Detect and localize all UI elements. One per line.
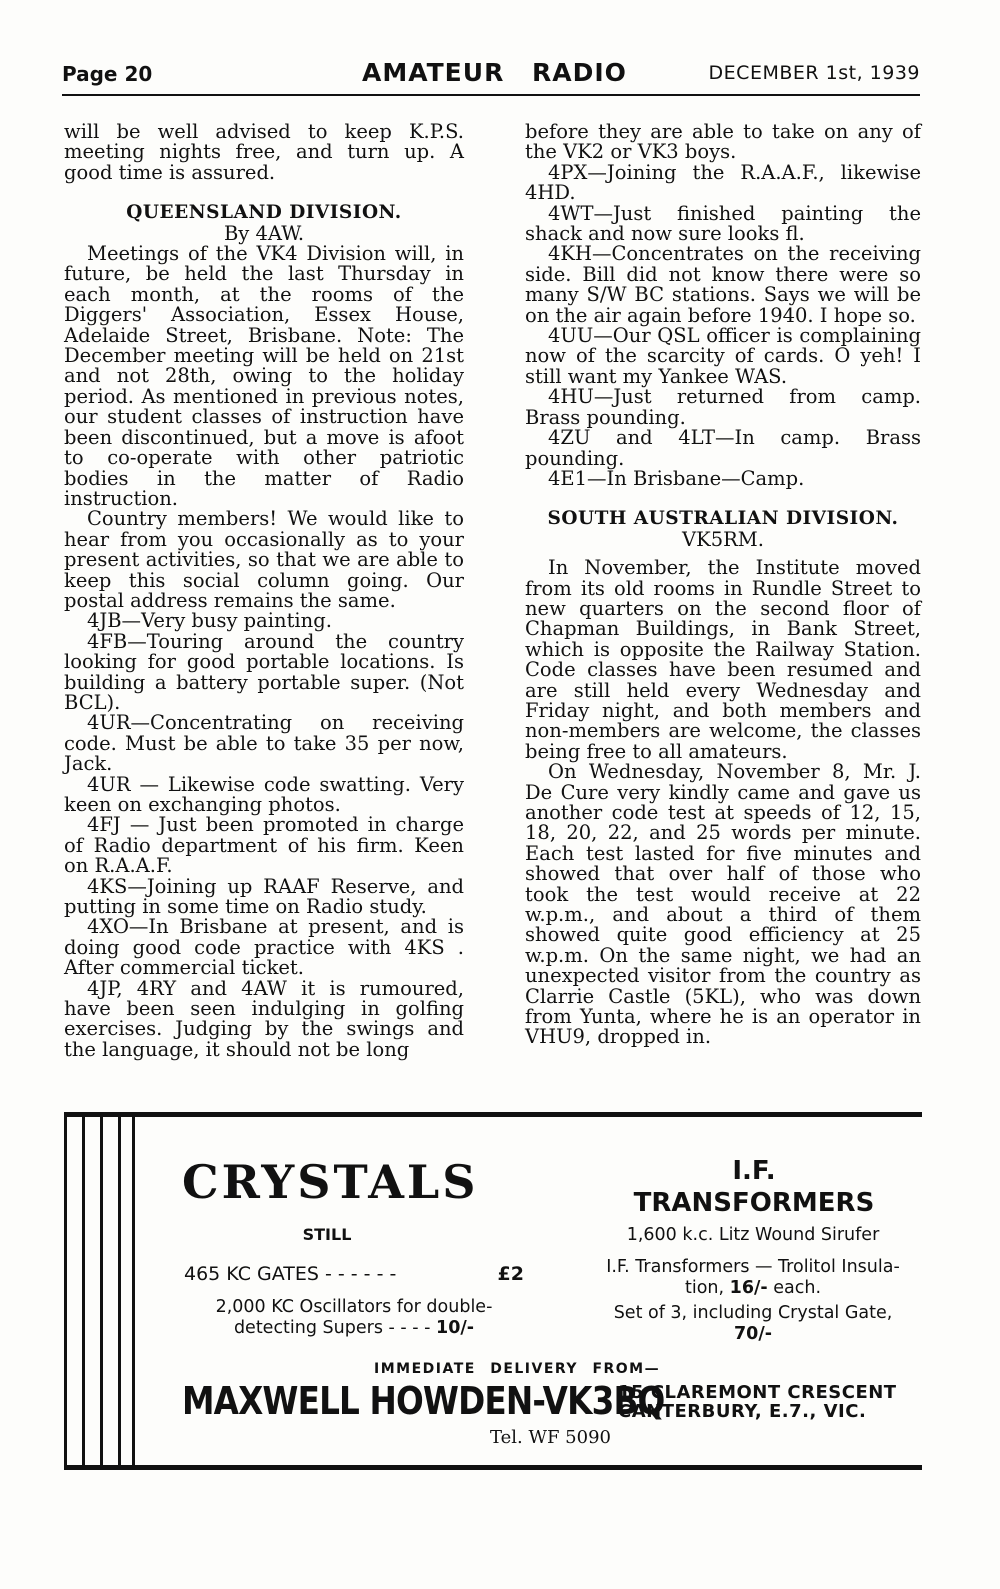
publication-title: AMATEUR RADIO	[362, 58, 627, 87]
dealer-name: MAXWELL HOWDEN-VK3BQ	[182, 1379, 665, 1423]
right-column	[525, 122, 921, 1048]
address-line-2: CANTERBURY, E.7., VIC.	[618, 1401, 867, 1422]
gates-label: 465 KC GATES - - - - - -	[184, 1263, 397, 1285]
if-title-line-2: TRANSFORMERS	[633, 1188, 875, 1218]
address-line-1: 15 CLAREMONT CRESCENT	[618, 1382, 897, 1403]
queensland-heading: QUEENSLAND DIVISION.	[126, 202, 402, 224]
if-line-2c: each.	[773, 1278, 822, 1298]
page-number: Page 20	[62, 62, 153, 86]
queensland-byline: By 4AW.	[223, 221, 305, 245]
paragraph: Country members! We would like to hear from you occasionally as to your present activities, so that we are able to keep this social column going. Our postal address remains the same.	[64, 507, 464, 612]
telephone: Tel. WF 5090	[490, 1427, 611, 1448]
advertisement	[64, 1112, 922, 1470]
south-australian-heading: SOUTH AUSTRALIAN DIVISION.	[547, 508, 899, 530]
oscillators-text-2: detecting Supers - - - -	[233, 1318, 431, 1338]
paragraph: 4FJ — Just been promoted in charge of Radio department of his firm. Keen on R.A.A.F.	[64, 813, 464, 878]
if-line-3-price: 70/-	[733, 1324, 772, 1344]
if-line-3	[584, 1303, 922, 1345]
south-australian-byline: VK5RM.	[682, 527, 764, 551]
paragraph: 4PX—Joining the R.A.A.F., likewise 4HD.	[525, 160, 921, 205]
paragraph: On Wednesday, November 8, Mr. J. De Cure very kindly came and gave us another code test at speeds of 12, 15, 18, 20, 22, and 25 words per minute. Each test lasted for five minutes and showed that over half of those who took the test would receive at 22 w.p.m., and about a third of them showed quite good efficiency at 25 w.p.m. On the same night, we had an unexpected visitor from the country as Clarrie Castle (5KL), who was down from Yunta, where he is an operator in VHU9, dropped in.	[525, 760, 921, 1049]
decorative-bars	[64, 1117, 134, 1465]
if-title-line-1: I.F.	[732, 1156, 776, 1186]
immediate-delivery: IMMEDIATE DELIVERY FROM—	[374, 1361, 661, 1377]
if-line-1: 1,600 k.c. Litz Wound Sirufer	[626, 1225, 880, 1245]
oscillators-price: 10/-	[436, 1318, 475, 1338]
if-line-2	[584, 1257, 922, 1299]
if-line-2b: tion,	[684, 1278, 725, 1298]
paragraph: 4KH—Concentrates on the receiving side. Bill did not know there were so many S/W BC stations. Says we will be on the air again before 1940. I hope so.	[525, 242, 921, 327]
article-continuation: will be well advised to keep K.P.S. meeting nights free, and turn up. A good time is assured.	[64, 120, 464, 184]
oscillators-line	[184, 1297, 524, 1339]
paragraph: 4KS—Joining up RAAF Reserve, and putting in some time on Radio study.	[64, 874, 464, 919]
paragraph: 4FB—Touring around the country looking for good portable locations. Is building a battery portable super. (Not BCL).	[64, 629, 464, 714]
if-transformers-title	[604, 1155, 904, 1219]
if-line-2-price: 16/-	[729, 1278, 768, 1298]
issue-date: DECEMBER 1st, 1939	[708, 62, 920, 84]
if-line-2a: I.F. Transformers — Trolitol Insula-	[606, 1257, 900, 1277]
paragraph: 4JB—Very busy painting.	[87, 609, 332, 633]
paragraph: 4E1—In Brisbane—Camp.	[548, 466, 805, 490]
paragraph: 4UR — Likewise code swatting. Very keen on exchanging photos.	[64, 772, 464, 816]
paragraph: 4WT—Just finished painting the shack and now sure looks fl.	[525, 201, 921, 246]
gates-line	[184, 1263, 524, 1285]
paragraph: 4HU—Just returned from camp. Brass pounding.	[525, 385, 921, 429]
page-header	[62, 56, 920, 96]
paragraph: In November, the Institute moved from its old rooms in Rundle Street to new quarters on the second floor of Chapman Buildings, in Bank Street, which is opposite the Railway Station. Code classes have been resumed and are still held every Wednesday and Friday night, and both members and non-members are welcome, the classes being free to all amateurs.	[525, 556, 921, 763]
paragraph: 4UU—Our QSL officer is complaining now of the scarcity of cards. O yeh! I still want my Yankee WAS.	[525, 324, 921, 388]
left-column	[64, 122, 464, 1060]
paragraph: before they are able to take on any of the VK2 or VK3 boys.	[525, 120, 921, 164]
paragraph: Meetings of the VK4 Division will, in future, be held the last Thursday in each month, at the rooms of the Diggers' Association, Essex House, Adelaide Street, Brisbane. Note: The December meeting will be held on 21st and not 28th, owing to the holiday period. As mentioned in previous notes, our student classes of instruction have been discontinued, but a move is afoot to co-operate with other patriotic bodies in the matter of Radio instruction.	[64, 242, 464, 510]
paragraph: 4XO—In Brisbane at present, and is doing good code practice with 4KS . After commercial ticket.	[64, 915, 464, 980]
if-line-3-text: Set of 3, including Crystal Gate,	[613, 1303, 893, 1323]
dealer-address	[618, 1383, 897, 1421]
oscillators-text-1: 2,000 KC Oscillators for double-	[215, 1297, 493, 1317]
paragraph: 4ZU and 4LT—In camp. Brass pounding.	[525, 426, 921, 470]
crystals-title: CRYSTALS	[182, 1155, 479, 1209]
paragraph: 4JP, 4RY and 4AW it is rumoured, have been seen indulging in golfing exercises. Judging by the swings and the language, it should not be long	[64, 976, 464, 1061]
paragraph: 4UR—Concentrating on receiving code. Must be able to take 35 per now, Jack.	[64, 711, 464, 776]
gates-price: £2	[497, 1263, 524, 1285]
still-label: STILL	[302, 1225, 352, 1244]
